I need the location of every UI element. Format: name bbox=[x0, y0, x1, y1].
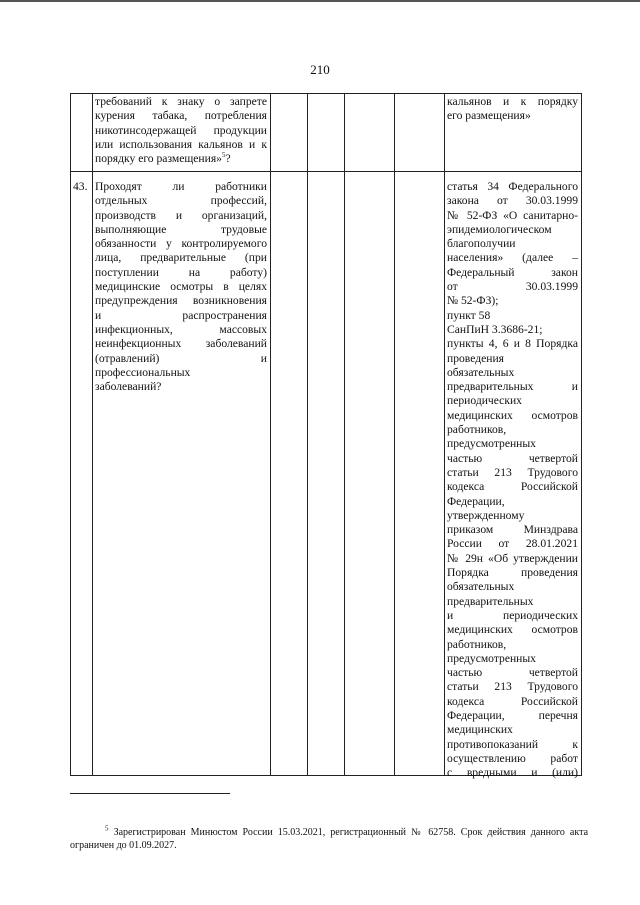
requirement-line: статьи 213 Трудового bbox=[447, 465, 578, 479]
question-line: требований к знаку о запрете bbox=[95, 95, 267, 108]
question-line: никотинсодержащей продукции bbox=[95, 123, 267, 137]
requirement-line: предусмотренных bbox=[447, 651, 536, 665]
requirement-line: обязательных bbox=[447, 365, 515, 379]
question-line: отдельных профессий, bbox=[95, 194, 267, 208]
top-border-line bbox=[0, 0, 640, 2]
question-line: (отравлений) и bbox=[95, 351, 267, 365]
question-line: профессиональных bbox=[95, 365, 191, 379]
requirement-line: работников, bbox=[447, 423, 507, 437]
requirement-line: проведения bbox=[447, 351, 504, 365]
table-divider-requirements bbox=[444, 93, 445, 776]
footnote-text: Зарегистрирован Минюстом России 15.03.2021, регистрационный № 62758. Срок действия данного акта ограничен до 01.09.2027. bbox=[70, 827, 589, 851]
question-line-last bbox=[95, 152, 267, 166]
question-line: инфекционных, массовых bbox=[95, 322, 267, 336]
requirement-line: работников, bbox=[447, 637, 507, 651]
requirement-line: противопоказаний к bbox=[447, 737, 578, 751]
requirement-line: от 30.03.1999 bbox=[447, 280, 578, 294]
requirement-line: благополучии bbox=[447, 237, 516, 251]
requirement-line: статьи 213 Трудового bbox=[447, 680, 578, 694]
question-line: и распространения bbox=[95, 308, 267, 322]
requirement-line: обязательных bbox=[447, 580, 515, 594]
question-line: лица, предварительные (при bbox=[95, 251, 267, 265]
question-tail: ? bbox=[225, 152, 231, 166]
requirement-line: кодекса Российской bbox=[447, 694, 578, 708]
requirement-line: с вредными и (или) bbox=[447, 766, 578, 780]
requirement-line: эпидемиологическом bbox=[447, 222, 552, 236]
requirement-line: России от 28.01.2021 bbox=[447, 537, 578, 551]
requirement-line: № 52-ФЗ); bbox=[447, 294, 499, 308]
question-line: или использования кальянов и к bbox=[95, 137, 267, 151]
footnote-ref: 5 bbox=[221, 151, 226, 160]
requirement-line: медицинских осмотров bbox=[447, 408, 578, 422]
table-divider-number bbox=[92, 93, 93, 776]
question-line: производств и организаций, bbox=[95, 208, 267, 222]
requirement-line: периодических bbox=[447, 394, 522, 408]
requirement-line: утвержденному bbox=[447, 508, 525, 522]
requirement-line: и периодических bbox=[447, 608, 578, 622]
row-2-question bbox=[95, 180, 267, 394]
requirement-line: Федерации, перечня bbox=[447, 708, 578, 722]
requirement-line: частью четвертой bbox=[447, 666, 578, 680]
question-line: предупреждения возникновения bbox=[95, 294, 267, 308]
table-border-right bbox=[581, 93, 582, 776]
table-border-top bbox=[70, 93, 582, 94]
row-1-requirements bbox=[447, 95, 578, 124]
requirement-line: медицинских bbox=[447, 723, 513, 737]
row-2-requirements bbox=[447, 180, 578, 780]
requirement-line: предварительных bbox=[447, 594, 534, 608]
requirement-line: пункты 4, 6 и 8 Порядка bbox=[447, 337, 578, 351]
requirement-line: населения» (далее – bbox=[447, 251, 578, 265]
requirement-line: кодекса Российской bbox=[447, 480, 578, 494]
question-line: обязанности у контролируемого bbox=[95, 237, 267, 251]
requirement-line: кальянов и к порядку bbox=[447, 95, 578, 108]
table-divider-yes bbox=[307, 93, 308, 776]
requirement-line: Порядка проведения bbox=[447, 566, 578, 580]
table-divider-question bbox=[270, 93, 271, 776]
question-line: медицинские осмотры в целях bbox=[95, 280, 267, 294]
requirement-line: СанПиН 3.3686-21; bbox=[447, 322, 543, 336]
row-2-number: 43. bbox=[73, 180, 88, 193]
requirement-line: закона от 30.03.1999 bbox=[447, 194, 578, 208]
footnote-separator bbox=[70, 793, 230, 794]
question-line: заболеваний? bbox=[95, 380, 162, 394]
requirement-line: статья 34 Федерального bbox=[447, 180, 578, 193]
row-1-question bbox=[95, 95, 267, 166]
requirement-line: предварительных и bbox=[447, 380, 578, 394]
question-line: выполняющие трудовые bbox=[95, 222, 267, 236]
table-divider-na bbox=[394, 93, 395, 776]
requirement-line: частью четвертой bbox=[447, 451, 578, 465]
footnote bbox=[70, 826, 588, 852]
table-divider-no bbox=[344, 93, 345, 776]
requirement-line: предусмотренных bbox=[447, 437, 536, 451]
requirement-line: № 29н «Об утверждении bbox=[447, 551, 578, 565]
question-line: поступлении на работу) bbox=[95, 265, 267, 279]
requirement-line: пункт 58 bbox=[447, 308, 491, 322]
question-line: Проходят ли работники bbox=[95, 180, 267, 193]
requirement-line: № 52-ФЗ «О санитарно- bbox=[447, 208, 578, 222]
question-line: курения табака, потребления bbox=[95, 109, 267, 123]
page-number: 210 bbox=[310, 62, 330, 77]
question-line: неинфекционных заболеваний bbox=[95, 337, 267, 351]
footnote-marker: 5 bbox=[105, 824, 109, 833]
requirement-line: Федерации, bbox=[447, 494, 505, 508]
requirement-line: осуществлению работ bbox=[447, 751, 578, 765]
requirement-line: Федеральный закон bbox=[447, 265, 578, 279]
requirement-line: его размещения» bbox=[447, 109, 531, 123]
question-line: порядку его размещения» bbox=[95, 152, 222, 166]
requirement-line: приказом Минздрава bbox=[447, 523, 578, 537]
requirement-line: медицинских осмотров bbox=[447, 623, 578, 637]
table-row-separator bbox=[70, 171, 582, 172]
table-border-left bbox=[70, 93, 71, 776]
